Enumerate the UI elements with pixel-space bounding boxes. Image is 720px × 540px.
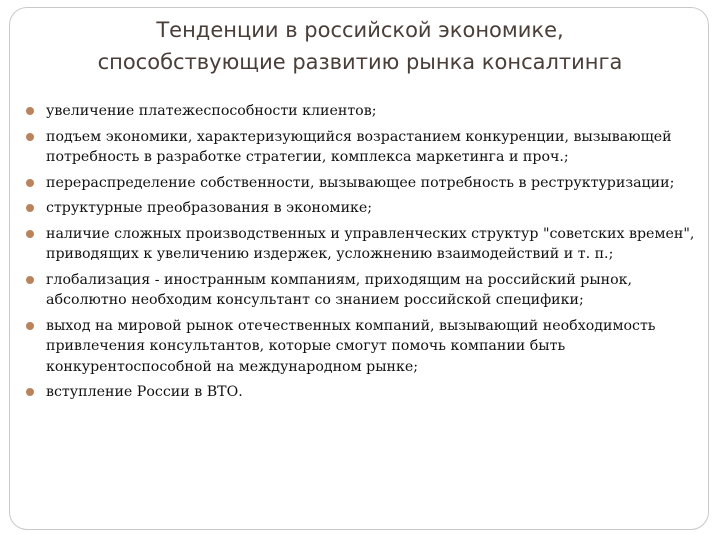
bullet-item [22, 224, 698, 265]
bullet-item [22, 316, 698, 378]
bullet-item [22, 198, 698, 219]
title-line-2: способствующие развитию рынка консалтинга [97, 50, 623, 74]
bullet-dot-icon [26, 133, 34, 141]
bullet-text: подъем экономики, характеризующийся возрастанием конкуренции, вызывающей потребность в разработке стратегии, комплекса маркетинга и проч.; [46, 128, 672, 165]
bullet-item [22, 127, 698, 168]
bullet-text: увеличение платежеспособности клиентов; [46, 103, 377, 119]
bullet-text: глобализация - иностранным компаниям, приходящим на российский рынок, абсолютно необходим консультант со знанием российской специфики; [46, 271, 633, 308]
bullet-text: выход на мировой рынок отечественных компаний, вызывающий необходимость привлечения консультантов, которые смогут помочь компании быть конкурентоспособной на международном рынке; [46, 317, 656, 375]
slide-title [20, 14, 700, 78]
title-line-1: Тенденции в российской экономике, [156, 18, 564, 42]
bullet-dot-icon [26, 179, 34, 187]
bullet-text: структурные преобразования в экономике; [46, 200, 373, 216]
bullet-text: вступление России в ВТО. [46, 384, 243, 400]
bullet-dot-icon [26, 276, 34, 284]
bullet-item [22, 101, 698, 122]
bullet-item [22, 382, 698, 403]
bullet-dot-icon [26, 107, 34, 115]
bullet-text: перераспределение собственности, вызывающее потребность в реструктуризации; [46, 174, 675, 191]
bullet-list [22, 101, 698, 408]
bullet-dot-icon [26, 230, 34, 238]
bullet-dot-icon [26, 322, 34, 330]
bullet-text: наличие сложных производственных и управленческих структур "советских времен", приводящих к увеличению издержек, усложнению взаимодействий и т. п.; [46, 225, 695, 262]
bullet-item [22, 173, 698, 194]
bullet-dot-icon [26, 204, 34, 212]
bullet-dot-icon [26, 388, 34, 396]
bullet-item [22, 270, 698, 311]
